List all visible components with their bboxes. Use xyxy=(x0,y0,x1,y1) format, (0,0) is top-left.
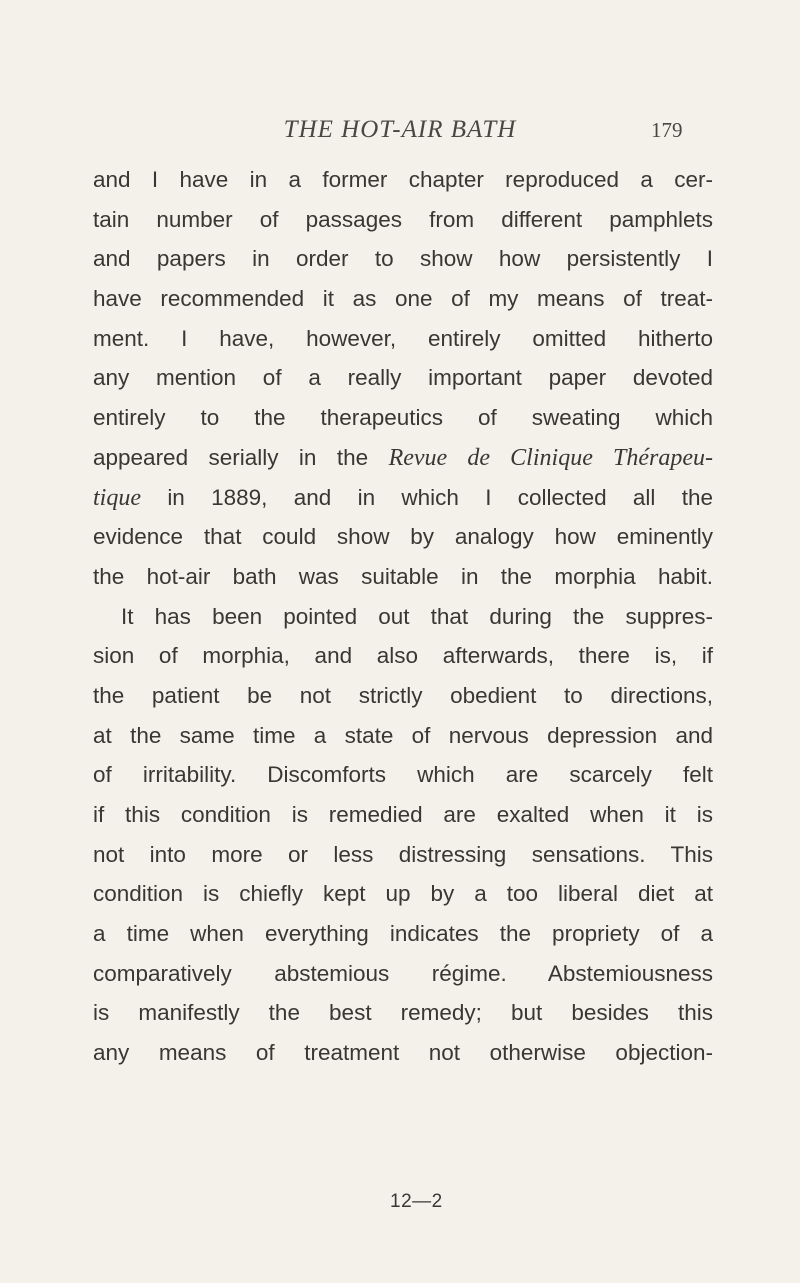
journal-title: Revue de Clinique Thérapeu- xyxy=(388,444,713,471)
text-line: evidence that could show by analogy how eminently xyxy=(93,524,713,550)
text-line: of irritability. Discomforts which are scarcely felt xyxy=(93,762,713,788)
text-line: entirely to the therapeutics of sweating which xyxy=(93,405,713,431)
signature-mark: 12—2 xyxy=(390,1191,443,1212)
text-line-with-journal-title xyxy=(93,478,713,518)
running-head: THE HOT-AIR BATH xyxy=(283,116,517,143)
text-line: at the same time a state of nervous depression and xyxy=(93,722,713,748)
paragraph-start-line: It has been pointed out that during the suppres- xyxy=(121,603,713,629)
text-line: sion of morphia, and also afterwards, there is, if xyxy=(93,643,713,669)
page-number: 179 xyxy=(651,118,683,142)
text-line: is manifestly the best remedy; but besides this xyxy=(93,1000,713,1026)
text-line: the hot-air bath was suitable in the morphia habit. xyxy=(93,563,713,589)
text-line: ment. I have, however, entirely omitted hitherto xyxy=(93,325,713,351)
text-line-with-journal-title xyxy=(93,438,713,478)
text-line: a time when everything indicates the propriety of a xyxy=(93,921,713,947)
body-text xyxy=(93,160,713,1073)
text-line: if this condition is remedied are exalted when it is xyxy=(93,802,713,827)
text-line: any mention of a really important paper devoted xyxy=(93,365,713,391)
text-line: not into more or less distressing sensations. This xyxy=(93,841,713,867)
text-line: any means of treatment not otherwise objection- xyxy=(93,1040,713,1066)
text-line: comparatively abstemious régime. Abstemiousness xyxy=(93,960,713,986)
text-line: and papers in order to show how persistently I xyxy=(93,246,713,272)
journal-title-continued: tique xyxy=(93,484,141,511)
text-span: appeared serially in the xyxy=(93,444,369,470)
text-span: in 1889, and in which I collected all the xyxy=(167,484,713,510)
text-line: condition is chiefly kept up by a too liberal diet at xyxy=(93,881,713,907)
text-line: the patient be not strictly obedient to directions, xyxy=(93,682,713,708)
text-line: tain number of passages from different pamphlets xyxy=(93,206,713,232)
text-line: and I have in a former chapter reproduced a cer- xyxy=(93,167,713,192)
text-line: have recommended it as one of my means of treat- xyxy=(93,286,713,312)
